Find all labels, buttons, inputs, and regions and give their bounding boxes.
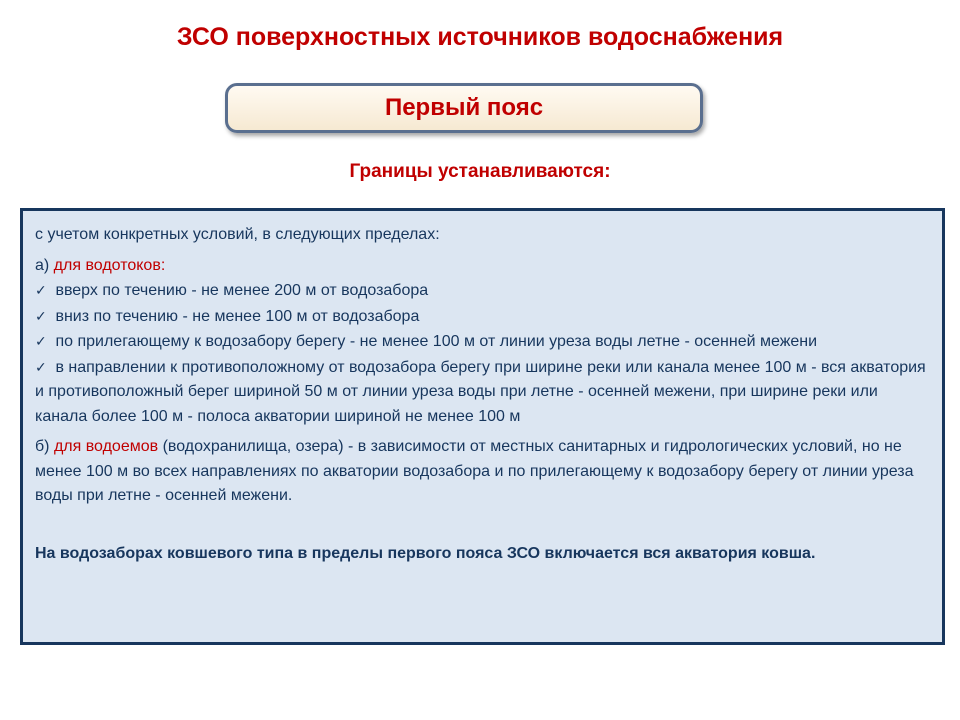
intro-text: с учетом конкретных условий, в следующих пределах: — [35, 226, 440, 243]
list-item — [35, 355, 932, 430]
section-b-marker: б) — [35, 438, 54, 455]
list-item-text: в направлении к противоположному от водозабора берегу при ширине реки или канала менее 100 м - вся акватория и противоположный берег шириной 50 м от линии уреза воды при летне - осенней межени, при ширине реки или канала более 100 м - полоса акватории шириной не менее 100 м — [35, 358, 926, 425]
section-b-text: (водохранилища, озера) - в зависимости от местных санитарных и гидрологических условий, но не менее 100 м во всех направлениях по акватории водозабора и по прилегающему к водозабору берегу от линии уреза воды при летне - осенней межени. — [35, 438, 914, 504]
content-panel — [20, 208, 945, 645]
section-a-label: для водотоков: — [53, 256, 166, 274]
section-b-paragraph — [35, 435, 932, 509]
page-title: ЗСО поверхностных источников водоснабжения — [176, 23, 784, 51]
list-item — [35, 329, 932, 355]
list-item — [35, 304, 932, 330]
section-b-label: для водоемов — [53, 438, 159, 455]
list-item-text: вверх по течению - не менее 200 м от водозабора — [55, 282, 429, 299]
list-item-text: вниз по течению - не менее 100 м от водозабора — [55, 307, 420, 325]
subtitle: Границы устанавливаются: — [349, 161, 611, 182]
zone-badge-label: Первый пояс — [384, 94, 544, 121]
zone-badge — [225, 83, 703, 133]
check-icon: ✓ — [35, 307, 47, 324]
list-item — [35, 278, 932, 304]
section-a-heading — [35, 254, 932, 279]
section-a-marker: а) — [35, 256, 54, 274]
check-icon: ✓ — [35, 333, 47, 349]
check-icon: ✓ — [35, 358, 47, 375]
list-item-text: по прилегающему к водозабору берегу - не менее 100 м от линии уреза воды летне - осенней межени — [55, 333, 818, 350]
check-icon: ✓ — [35, 282, 47, 298]
note-text: На водозаборах ковшевого типа в пределы первого пояса ЗСО включается вся акватория ковша. — [35, 544, 816, 562]
